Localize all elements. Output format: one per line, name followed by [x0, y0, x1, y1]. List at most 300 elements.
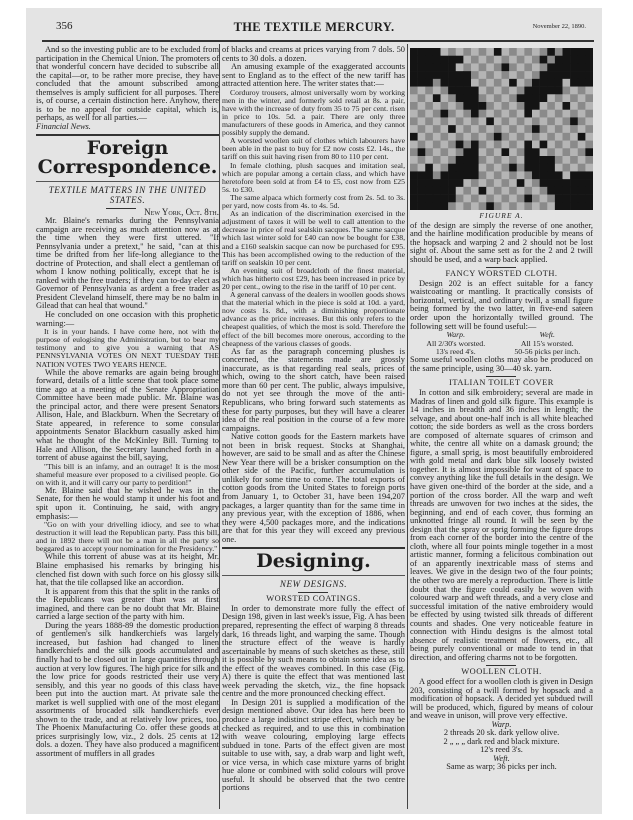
weave-cell	[570, 79, 578, 87]
weave-cell	[494, 110, 502, 118]
weave-cell	[494, 63, 502, 71]
paragraph: And so the investing public are to be excluded from participation in the Chemical Union. The promoters of that wonderful concern have decided to subscribe all the capital—or, to be rather more precise, they have concluded that the amount subscribed among themselves is amply sufficient for all purposes. There is, of course, a certain distinction here. Anyhow, there is to be no appeal for outside capital, which is, perhaps, as well for all parties.—	[36, 45, 219, 123]
weave-cell	[433, 141, 441, 149]
weave-cell	[433, 94, 441, 102]
weave-cell	[418, 102, 426, 110]
quoted-paragraph: "Go on with your drivelling idiocy, and see to what destruction it will lead the Republican party. Pass this bill, and in 1892 there will not be a man in all the party so beggared as to accept your nomination for the Presidency."	[36, 520, 219, 554]
weave-cell	[502, 110, 510, 118]
weave-cell	[479, 171, 487, 179]
weave-cell	[517, 171, 525, 179]
quoted-paragraph: It is in your hands. I have come here, not with the purpose of eulogising the Administration, but to bear my testimony and to give you a warning that AS PENNSYLVANIA VOTES ON NEXT TUESDAY THE NATION VOTES TWO YEARS HENCE.	[36, 327, 219, 369]
weave-cell	[425, 133, 433, 141]
article-title: NEW DESIGNS.	[279, 579, 348, 590]
weave-cell	[547, 56, 555, 64]
weave-cell	[425, 63, 433, 71]
weave-cell	[585, 63, 593, 71]
weave-cell	[418, 195, 426, 203]
weave-cell	[486, 148, 494, 156]
weave-cell	[441, 48, 449, 56]
weave-cell	[547, 202, 555, 210]
department-heading	[36, 134, 219, 182]
weave-cell	[517, 125, 525, 133]
paragraph: It is apparent from this that the split in the ranks of the Republicans was greater than was at first imagined, and there can be no doubt that Mr. Blaine carried a large section of the party with him.	[36, 586, 219, 622]
weave-cell	[502, 156, 510, 164]
weave-cell	[570, 48, 578, 56]
weave-cell	[433, 187, 441, 195]
weave-cell	[471, 71, 479, 79]
weave-cell	[425, 187, 433, 195]
paragraph: During the years 1888-89 the domestic production of gentlemen's silk handkerchiefs was largely increased, but fashion had changed to linen handkerchiefs and the silk goods accumulated and finally had to be closed out in large quantities through auction at very low figures. The high price for silk and the low price for goods restricted their use very sensibly, and this year no goods of this class have been put into the auction mart. At private sale the market is well supplied with one of the most elegant assortments of brocaded silk handkerchiefs ever shown to the trade, and at relatively low prices, too. The Phoenix Manufacturing Co. offer these goods at prices surprisingly low, viz., 2 dols. 25 cents at 12 dols. a dozen. They have also produced a magnificent assortment of mufflers in all grades	[36, 620, 219, 759]
weave-cell	[479, 102, 487, 110]
weave-cell	[410, 48, 418, 56]
sett-table	[410, 331, 593, 356]
weave-cell	[509, 63, 517, 71]
weave-cell	[502, 141, 510, 149]
weave-cell	[410, 87, 418, 95]
weave-cell	[456, 148, 464, 156]
weave-cell	[547, 125, 555, 133]
paragraph: In Design 201 is supplied a modification of the design mentioned above. Our idea has here been to produce a large indistinct stripe effect, which may be checked as required, and to use this in combination with weave colouring, employing large effects subdued in tone. Parts of the effect given are most suitable to use with, say, a drab warp and light weft, or vice versa, in which case mixture yarns of bright hue alone or combined with solid colours will prove useful. It should be observed that the two centre portions	[222, 697, 405, 793]
weave-cell	[418, 187, 426, 195]
weave-cell	[547, 187, 555, 195]
weave-cell	[585, 125, 593, 133]
weave-cell	[418, 117, 426, 125]
weave-cell	[502, 87, 510, 95]
weave-cell	[570, 125, 578, 133]
weave-cell	[418, 148, 426, 156]
weave-cell	[433, 79, 441, 87]
weave-cell	[494, 202, 502, 210]
weave-cell	[517, 202, 525, 210]
weave-cell	[494, 56, 502, 64]
weave-cell	[532, 179, 540, 187]
weave-cell	[456, 187, 464, 195]
paragraph: of the design are simply the reverse of one another, and the hairline modification producible by means of the hopsack and warping 2 and 2 should not be lost sight of. About the same sett as for the 2 and 2 twill should be used, and a warp back applied.	[410, 220, 593, 264]
weave-cell	[425, 102, 433, 110]
weave-cell	[547, 71, 555, 79]
weave-cell	[410, 125, 418, 133]
sett-cell: 13's reed 4's.	[435, 346, 476, 356]
weave-cell	[471, 48, 479, 56]
weave-cell	[563, 148, 571, 156]
weave-cell	[410, 202, 418, 210]
weave-cell	[433, 195, 441, 203]
weave-cell	[563, 171, 571, 179]
weave-cell	[517, 164, 525, 172]
weave-cell	[471, 56, 479, 64]
weave-cell	[425, 56, 433, 64]
weave-cell	[463, 71, 471, 79]
weave-cell	[479, 48, 487, 56]
weave-cell	[463, 117, 471, 125]
weave-cell	[532, 187, 540, 195]
weave-cell	[547, 195, 555, 203]
weave-cell	[563, 102, 571, 110]
weave-cell	[532, 133, 540, 141]
weave-cell	[509, 148, 517, 156]
weave-cell	[563, 117, 571, 125]
weave-cell	[425, 156, 433, 164]
weave-cell	[494, 187, 502, 195]
weave-cell	[410, 117, 418, 125]
weave-cell	[502, 133, 510, 141]
weave-cell	[486, 87, 494, 95]
weave-cell	[524, 148, 532, 156]
weave-cell	[471, 102, 479, 110]
weave-cell	[456, 164, 464, 172]
weave-cell	[540, 94, 548, 102]
page-number: 356	[56, 20, 73, 32]
weave-cell	[494, 79, 502, 87]
weave-cell	[410, 71, 418, 79]
weave-cell	[463, 187, 471, 195]
weave-cell	[517, 195, 525, 203]
weave-cell	[585, 195, 593, 203]
weave-cell	[585, 133, 593, 141]
weave-cell	[547, 171, 555, 179]
weave-cell	[479, 56, 487, 64]
weave-cell	[418, 94, 426, 102]
weave-cell	[479, 202, 487, 210]
weave-cell	[555, 102, 563, 110]
column-divider	[407, 44, 408, 809]
weave-cell	[570, 71, 578, 79]
weave-cell	[456, 56, 464, 64]
weave-cell	[585, 71, 593, 79]
weave-cell	[494, 195, 502, 203]
newspaper-page	[26, 8, 602, 814]
weave-cell	[410, 187, 418, 195]
weave-cell	[456, 125, 464, 133]
weave-cell	[570, 141, 578, 149]
weave-cell	[540, 125, 548, 133]
weave-cell	[433, 48, 441, 56]
weave-cell	[517, 94, 525, 102]
weave-cell	[547, 87, 555, 95]
weave-cell	[532, 171, 540, 179]
weave-cell	[441, 79, 449, 87]
weave-cell	[471, 202, 479, 210]
weave-cell	[563, 71, 571, 79]
sett-line: 2 threads 20 sk. dark yellow olive.	[443, 728, 560, 738]
weave-cell	[509, 125, 517, 133]
weave-cell	[532, 117, 540, 125]
weave-cell	[502, 202, 510, 210]
weave-cell	[441, 171, 449, 179]
weave-cell	[410, 148, 418, 156]
weave-cell	[494, 156, 502, 164]
weave-cell	[433, 87, 441, 95]
weave-cell	[463, 195, 471, 203]
weave-cell	[448, 63, 456, 71]
weave-cell	[563, 133, 571, 141]
heading-line: Designing.	[256, 550, 371, 573]
weave-cell	[502, 63, 510, 71]
weave-cell	[509, 71, 517, 79]
weave-cell	[585, 164, 593, 172]
weave-cell	[578, 94, 586, 102]
weave-cell	[448, 71, 456, 79]
page-header	[26, 20, 602, 36]
weave-cell	[532, 63, 540, 71]
weave-cell	[540, 179, 548, 187]
weave-cell	[456, 171, 464, 179]
weave-cell	[486, 133, 494, 141]
weave-cell	[494, 87, 502, 95]
weave-cell	[502, 164, 510, 172]
weave-cell	[456, 195, 464, 203]
weave-cell	[563, 110, 571, 118]
weave-cell	[479, 71, 487, 79]
weave-cell	[547, 156, 555, 164]
weave-cell	[509, 141, 517, 149]
weave-cell	[585, 48, 593, 56]
weave-cell	[463, 179, 471, 187]
weave-cell	[532, 102, 540, 110]
weave-cell	[532, 195, 540, 203]
weave-cell	[547, 133, 555, 141]
weave-cell	[479, 179, 487, 187]
weave-cell	[540, 195, 548, 203]
weave-cell	[463, 102, 471, 110]
paragraph: In cotton and silk embroidery; several are made in Madras of linen and gold silk figure. This example is 14 inches in breadth and 36 inches in length; the selvage, and about one-half inch is all white bleached cotton; the side borders as well as the cross borders are composed of alternate squares of crimson and white, the centre all white on a damask ground; the figure, a small sprig, is most beautifully embroidered with gold metal and dark blue silk loosely twisted together. It is almost impossible for want of space to convey anything like the full details in the design. We have given one-third of the border at the side, and a portion of the cross border. All the warp and weft threads are unwoven for two inches at the sides, the beginning, and end of each cover, thus forming an unknotted fringe all round. It will be seen by the design that the spray or sprig forming the figure drops from each corner of the border into the centre of the cloth, where all four points mingle together in a most artistic manner, forming a felicitous combination out of an apparently inextricable mass of stems and leaves. We give in the design two of the four points; the other two are merely a reproduction. There is little doubt that the figure could easily be woven with coloured warp and weft threads, and a very close and successful imitation of the native embroidery would be effected by using twisted silk threads of different counts and shades. One very noticeable feature in connection with Hindu designs is the almost total absence of realistic treatment of flowers, etc., all being purely conventional or made to tend in that direction, and offering charms not to be forgotten.	[410, 387, 593, 662]
weave-cell	[547, 148, 555, 156]
weave-cell	[517, 148, 525, 156]
paragraph: Mr. Blaine said that he wished he was in the Senate, for then he would stamp it under his foot and spit upon it. Continuing, he said, with angry emphasis:—	[36, 485, 219, 521]
weave-cell	[578, 171, 586, 179]
weave-cell	[410, 110, 418, 118]
weave-cell	[578, 156, 586, 164]
weave-cell	[471, 117, 479, 125]
weave-cell	[502, 195, 510, 203]
weave-cell	[532, 202, 540, 210]
weave-cell	[479, 156, 487, 164]
weave-cell	[570, 187, 578, 195]
weave-cell	[418, 156, 426, 164]
weave-cell	[494, 141, 502, 149]
weave-cell	[418, 56, 426, 64]
woven-design-illustration	[410, 48, 593, 210]
weave-cell	[418, 87, 426, 95]
paragraph: of blacks and creams at prices varying from 7 dols. 50 cents to 30 dols. a dozen.	[222, 45, 405, 63]
weave-cell	[532, 56, 540, 64]
weave-cell	[486, 125, 494, 133]
weave-cell	[540, 87, 548, 95]
weave-cell	[456, 117, 464, 125]
weave-cell	[570, 63, 578, 71]
weave-cell	[578, 79, 586, 87]
weave-cell	[578, 133, 586, 141]
weave-cell	[555, 79, 563, 87]
weave-cell	[479, 79, 487, 87]
weave-cell	[433, 179, 441, 187]
weave-cell	[418, 48, 426, 56]
weave-cell	[532, 125, 540, 133]
weave-cell	[471, 179, 479, 187]
weave-cell	[585, 171, 593, 179]
weave-cell	[509, 102, 517, 110]
paragraph: Mr. Blaine's remarks during the Pennsylvania campaign are receiving as much attention now as at the time when they were first uttered. "If Pennsylvania under a pretext," he said, "can at this time be drifted from her life-long allegiance to the doctrine of Protection, and shall elect a gentleman of whom I know nothing politically, except that he is ranked with the free traders; if they can to-day elect as Governor of Pennsylvania as ardent a free trader as President Cleveland himself, there may be no balm in Gilead that can heal that wound."	[36, 216, 219, 311]
weave-cell	[418, 133, 426, 141]
weave-cell	[463, 79, 471, 87]
weave-cell	[471, 156, 479, 164]
weave-cell	[509, 133, 517, 141]
weave-cell	[540, 148, 548, 156]
weave-cell	[456, 87, 464, 95]
weave-cell	[532, 71, 540, 79]
quoted-paragraph: In female clothing, plush sacques and imitation seal, which are popular among a certain class, and which have heretofore been sold at from £4 to £5, cost now from £25 5s. to £30.	[222, 160, 405, 194]
weave-cell	[532, 156, 540, 164]
weave-cell	[563, 156, 571, 164]
weave-cell	[570, 171, 578, 179]
paragraph: An amusing example of the exaggerated accounts sent to England as to the effect of the new tariff has attracted attention here. The writer states that:—	[222, 62, 405, 89]
weave-cell	[517, 79, 525, 87]
weave-cell	[494, 71, 502, 79]
weave-cell	[585, 187, 593, 195]
weave-cell	[509, 187, 517, 195]
weave-cell	[555, 187, 563, 195]
weave-cell	[547, 141, 555, 149]
weave-cell	[502, 48, 510, 56]
weave-cell	[471, 195, 479, 203]
weave-cell	[471, 171, 479, 179]
weave-cell	[540, 202, 548, 210]
section-heading: FANCY WORSTED CLOTH.	[410, 267, 593, 279]
column-3	[410, 46, 593, 772]
weave-cell	[517, 117, 525, 125]
weave-cell	[570, 94, 578, 102]
weave-cell	[509, 79, 517, 87]
weave-cell	[532, 164, 540, 172]
weave-cell	[494, 164, 502, 172]
weave-cell	[509, 48, 517, 56]
weave-cell	[524, 71, 532, 79]
weave-cell	[524, 87, 532, 95]
weave-cell	[448, 195, 456, 203]
weave-cell	[524, 202, 532, 210]
weave-cell	[441, 141, 449, 149]
weave-cell	[524, 156, 532, 164]
weave-cell	[524, 117, 532, 125]
weave-cell	[517, 48, 525, 56]
weave-cell	[471, 164, 479, 172]
weave-cell	[555, 164, 563, 172]
weave-cell	[532, 79, 540, 87]
weave-cell	[585, 87, 593, 95]
weave-cell	[425, 164, 433, 172]
weave-cell	[410, 79, 418, 87]
weave-cell	[563, 94, 571, 102]
weave-cell	[441, 71, 449, 79]
weave-cell	[433, 63, 441, 71]
weave-cell	[456, 63, 464, 71]
weave-cell	[471, 87, 479, 95]
weave-cell	[463, 202, 471, 210]
weave-cell	[570, 117, 578, 125]
weave-cell	[425, 71, 433, 79]
weave-cell	[555, 110, 563, 118]
weave-cell	[540, 48, 548, 56]
weave-cell	[502, 79, 510, 87]
weave-cell	[509, 87, 517, 95]
weave-cell	[578, 87, 586, 95]
weave-cell	[509, 56, 517, 64]
weave-cell	[418, 202, 426, 210]
weave-cell	[555, 133, 563, 141]
weave-cell	[547, 110, 555, 118]
weave-cell	[578, 56, 586, 64]
weave-cell	[479, 117, 487, 125]
weave-cell	[425, 94, 433, 102]
weave-cell	[517, 156, 525, 164]
weave-cell	[563, 79, 571, 87]
weave-cell	[540, 187, 548, 195]
quoted-paragraph: The same alpaca which formerly cost from 2s. 5d. to 3s. per yard, now costs from 4s. to 4s. 5d.	[222, 192, 405, 211]
weave-cell	[463, 156, 471, 164]
weave-cell	[555, 195, 563, 203]
weave-cell	[540, 141, 548, 149]
weave-cell	[517, 71, 525, 79]
weave-cell	[517, 110, 525, 118]
quoted-paragraph: Corduroy trousers, almost universally worn by working men in the winter, and formerly sold retail at 8s. a pair, have with the increase of duty from 35 to 75 per cent. risen in price to 10s. 5d. a pair. There are only three manufacturers of these goods in America, and they cannot possibly supply the demand.	[222, 87, 405, 138]
weave-cell	[578, 63, 586, 71]
weave-cell	[441, 63, 449, 71]
weave-cell	[578, 102, 586, 110]
sett-line: 2 „ „ „ dark red and black mixture.	[443, 736, 560, 746]
column-1	[36, 46, 219, 759]
weave-cell	[448, 133, 456, 141]
weave-cell	[448, 202, 456, 210]
weave-cell	[486, 79, 494, 87]
weave-cell	[471, 141, 479, 149]
weave-cell	[509, 202, 517, 210]
weave-cell	[471, 187, 479, 195]
weave-cell	[433, 71, 441, 79]
weave-cell	[540, 171, 548, 179]
paragraph: Native cotton goods for the Eastern markets have not been in brisk request. Stocks at Shanghai, however, are said to be small and as after the Chinese New Year there will be a brisker consumption on the other side of the Pacific, further accumulation is unlikely for some time to come. The total exports of cotton goods from the United States to foreign ports from January 1, to October 31, have been 194,207 packages, a larger quantity than for the same time in any previous year, with the exception of 1886, when they were 4,500 packages more, and the indications are that for this year they will exceed any previous one.	[222, 432, 405, 544]
weave-cell	[448, 117, 456, 125]
weave-cell	[509, 94, 517, 102]
weave-cell	[585, 156, 593, 164]
weave-cell	[524, 141, 532, 149]
weave-cell	[441, 133, 449, 141]
weave-cell	[494, 171, 502, 179]
weave-cell	[585, 94, 593, 102]
weave-cell	[479, 195, 487, 203]
weave-cell	[448, 110, 456, 118]
weave-cell	[502, 171, 510, 179]
dateline: New York, Oct. 8th.	[36, 208, 219, 217]
weave-cell	[433, 102, 441, 110]
quoted-paragraph: An evening suit of broadcloth of the finest material, which has hitherto cost £29, has been increased in price by 20 per cent., owing to the rise in the tariff of 10 per cent.	[222, 265, 405, 291]
figure-caption: FIGURE A.	[479, 211, 524, 220]
weave-cell	[486, 71, 494, 79]
weave-cell	[547, 179, 555, 187]
paragraph: Some useful woollen cloths may also be produced on the same principle, using 30—40 sk. yarn.	[410, 355, 593, 373]
weave-cell	[578, 117, 586, 125]
weave-cell	[509, 164, 517, 172]
weave-cell	[441, 87, 449, 95]
weave-cell	[456, 94, 464, 102]
weave-cell	[578, 148, 586, 156]
weave-cell	[502, 179, 510, 187]
weave-cell	[486, 117, 494, 125]
weave-cell	[479, 133, 487, 141]
weave-cell	[433, 110, 441, 118]
weave-cell	[425, 179, 433, 187]
paragraph: While the above remarks are again being brought forward, details of a little scene that took place some time ago at a meeting of the Senate Appropriation Committee have been made public. Mr. Blaine was the principal actor, and there were present Senators Allison, Hale, and Blackburn. When the Secretary of State appeared, in reference to some consular appointments Senator Blackburn casually asked him what he thought of the McKinley Bill. Turning to Hale and Allison, the Secretary launched forth in a torrent of abuse against the bill, saying,	[36, 367, 219, 463]
weave-cell	[524, 187, 532, 195]
